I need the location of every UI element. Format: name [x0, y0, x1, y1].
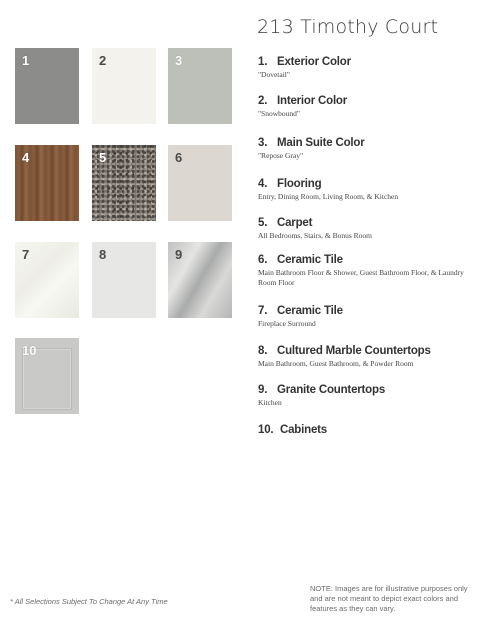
selection-detail: Kitchen — [258, 398, 282, 407]
selection-item-cabinets — [258, 424, 473, 436]
selection-heading — [258, 217, 473, 229]
selection-heading — [258, 178, 473, 190]
swatch-cabinets — [15, 338, 79, 414]
selection-item-cultured-marble — [258, 345, 473, 369]
page-title: 213 Timothy Court — [257, 16, 439, 38]
selection-number: 5. — [258, 217, 268, 229]
selection-name: Carpet — [277, 217, 313, 229]
swatch-ceramic-tile-7 — [15, 242, 79, 318]
selection-number: 8. — [258, 345, 268, 357]
swatch-number: 6 — [175, 150, 183, 165]
selection-name: Exterior Color — [277, 56, 351, 68]
swatch-granite — [168, 242, 232, 318]
swatch-interior-color — [92, 48, 156, 124]
swatch-flooring — [15, 145, 79, 221]
selection-number: 2. — [258, 95, 268, 107]
selection-number: 3. — [258, 137, 268, 149]
selection-detail: "Snowbound" — [258, 109, 300, 118]
selection-item-main-suite-color — [258, 137, 473, 161]
swatch-number: 8 — [99, 247, 107, 262]
selection-name: Cabinets — [280, 424, 327, 436]
selection-name: Granite Countertops — [277, 384, 386, 396]
selection-detail: Main Bathroom, Guest Bathroom, & Powder Room — [258, 359, 414, 368]
selection-item-exterior-color — [258, 56, 473, 80]
swatch-exterior-color — [15, 48, 79, 124]
selection-detail: "Dovetail" — [258, 70, 290, 79]
selection-detail: Fireplace Surround — [258, 319, 316, 328]
swatch-main-suite-color — [168, 48, 232, 124]
selection-detail: Entry, Dining Room, Living Room, & Kitchen — [258, 192, 399, 201]
selection-item-ceramic-tile-7 — [258, 305, 473, 329]
selection-name: Cultured Marble Countertops — [277, 345, 431, 357]
selection-name: Interior Color — [277, 95, 348, 107]
selection-detail: "Repose Gray" — [258, 151, 304, 160]
selection-detail: All Bedrooms, Stairs, & Bonus Room — [258, 231, 372, 240]
selection-heading — [258, 384, 473, 396]
selection-number: 6. — [258, 254, 268, 266]
selection-name: Main Suite Color — [277, 137, 365, 149]
selection-heading — [258, 424, 473, 436]
swatch-carpet — [92, 145, 156, 221]
disclaimer-text: * All Selections Subject To Change At Any Time — [10, 597, 168, 606]
swatch-cultured-marble — [92, 242, 156, 318]
swatch-number: 7 — [22, 247, 30, 262]
selection-number: 7. — [258, 305, 268, 317]
selection-detail: Main Bathroom Floor & Shower, Guest Bathroom Floor, & Laundry Room Floor — [258, 268, 464, 287]
selection-heading — [258, 305, 473, 317]
swatch-number: 2 — [99, 53, 107, 68]
selection-name: Ceramic Tile — [277, 305, 343, 317]
swatch-number: 1 — [22, 53, 30, 68]
selection-heading — [258, 254, 473, 266]
selection-number: 10. — [258, 424, 274, 436]
selection-item-granite — [258, 384, 473, 408]
swatch-number: 5 — [99, 150, 107, 165]
selection-name: Ceramic Tile — [277, 254, 343, 266]
swatch-number: 9 — [175, 247, 183, 262]
selection-item-carpet — [258, 217, 473, 241]
selection-name: Flooring — [277, 178, 322, 190]
selection-heading — [258, 345, 473, 357]
selection-heading — [258, 137, 473, 149]
illustrative-note: NOTE: Images are for illustrative purposes only and are not meant to depict exact colors and features as they can vary. — [310, 584, 468, 613]
swatch-number: 3 — [175, 53, 183, 68]
selection-number: 4. — [258, 178, 268, 190]
selection-heading — [258, 56, 473, 68]
selection-number: 9. — [258, 384, 268, 396]
swatch-number: 4 — [22, 150, 30, 165]
selection-heading — [258, 95, 473, 107]
selection-item-flooring — [258, 178, 473, 202]
swatch-ceramic-tile-6 — [168, 145, 232, 221]
selection-item-interior-color — [258, 95, 473, 119]
swatch-number: 10 — [22, 343, 37, 358]
selection-item-ceramic-tile-6 — [258, 254, 473, 288]
selection-number: 1. — [258, 56, 268, 68]
